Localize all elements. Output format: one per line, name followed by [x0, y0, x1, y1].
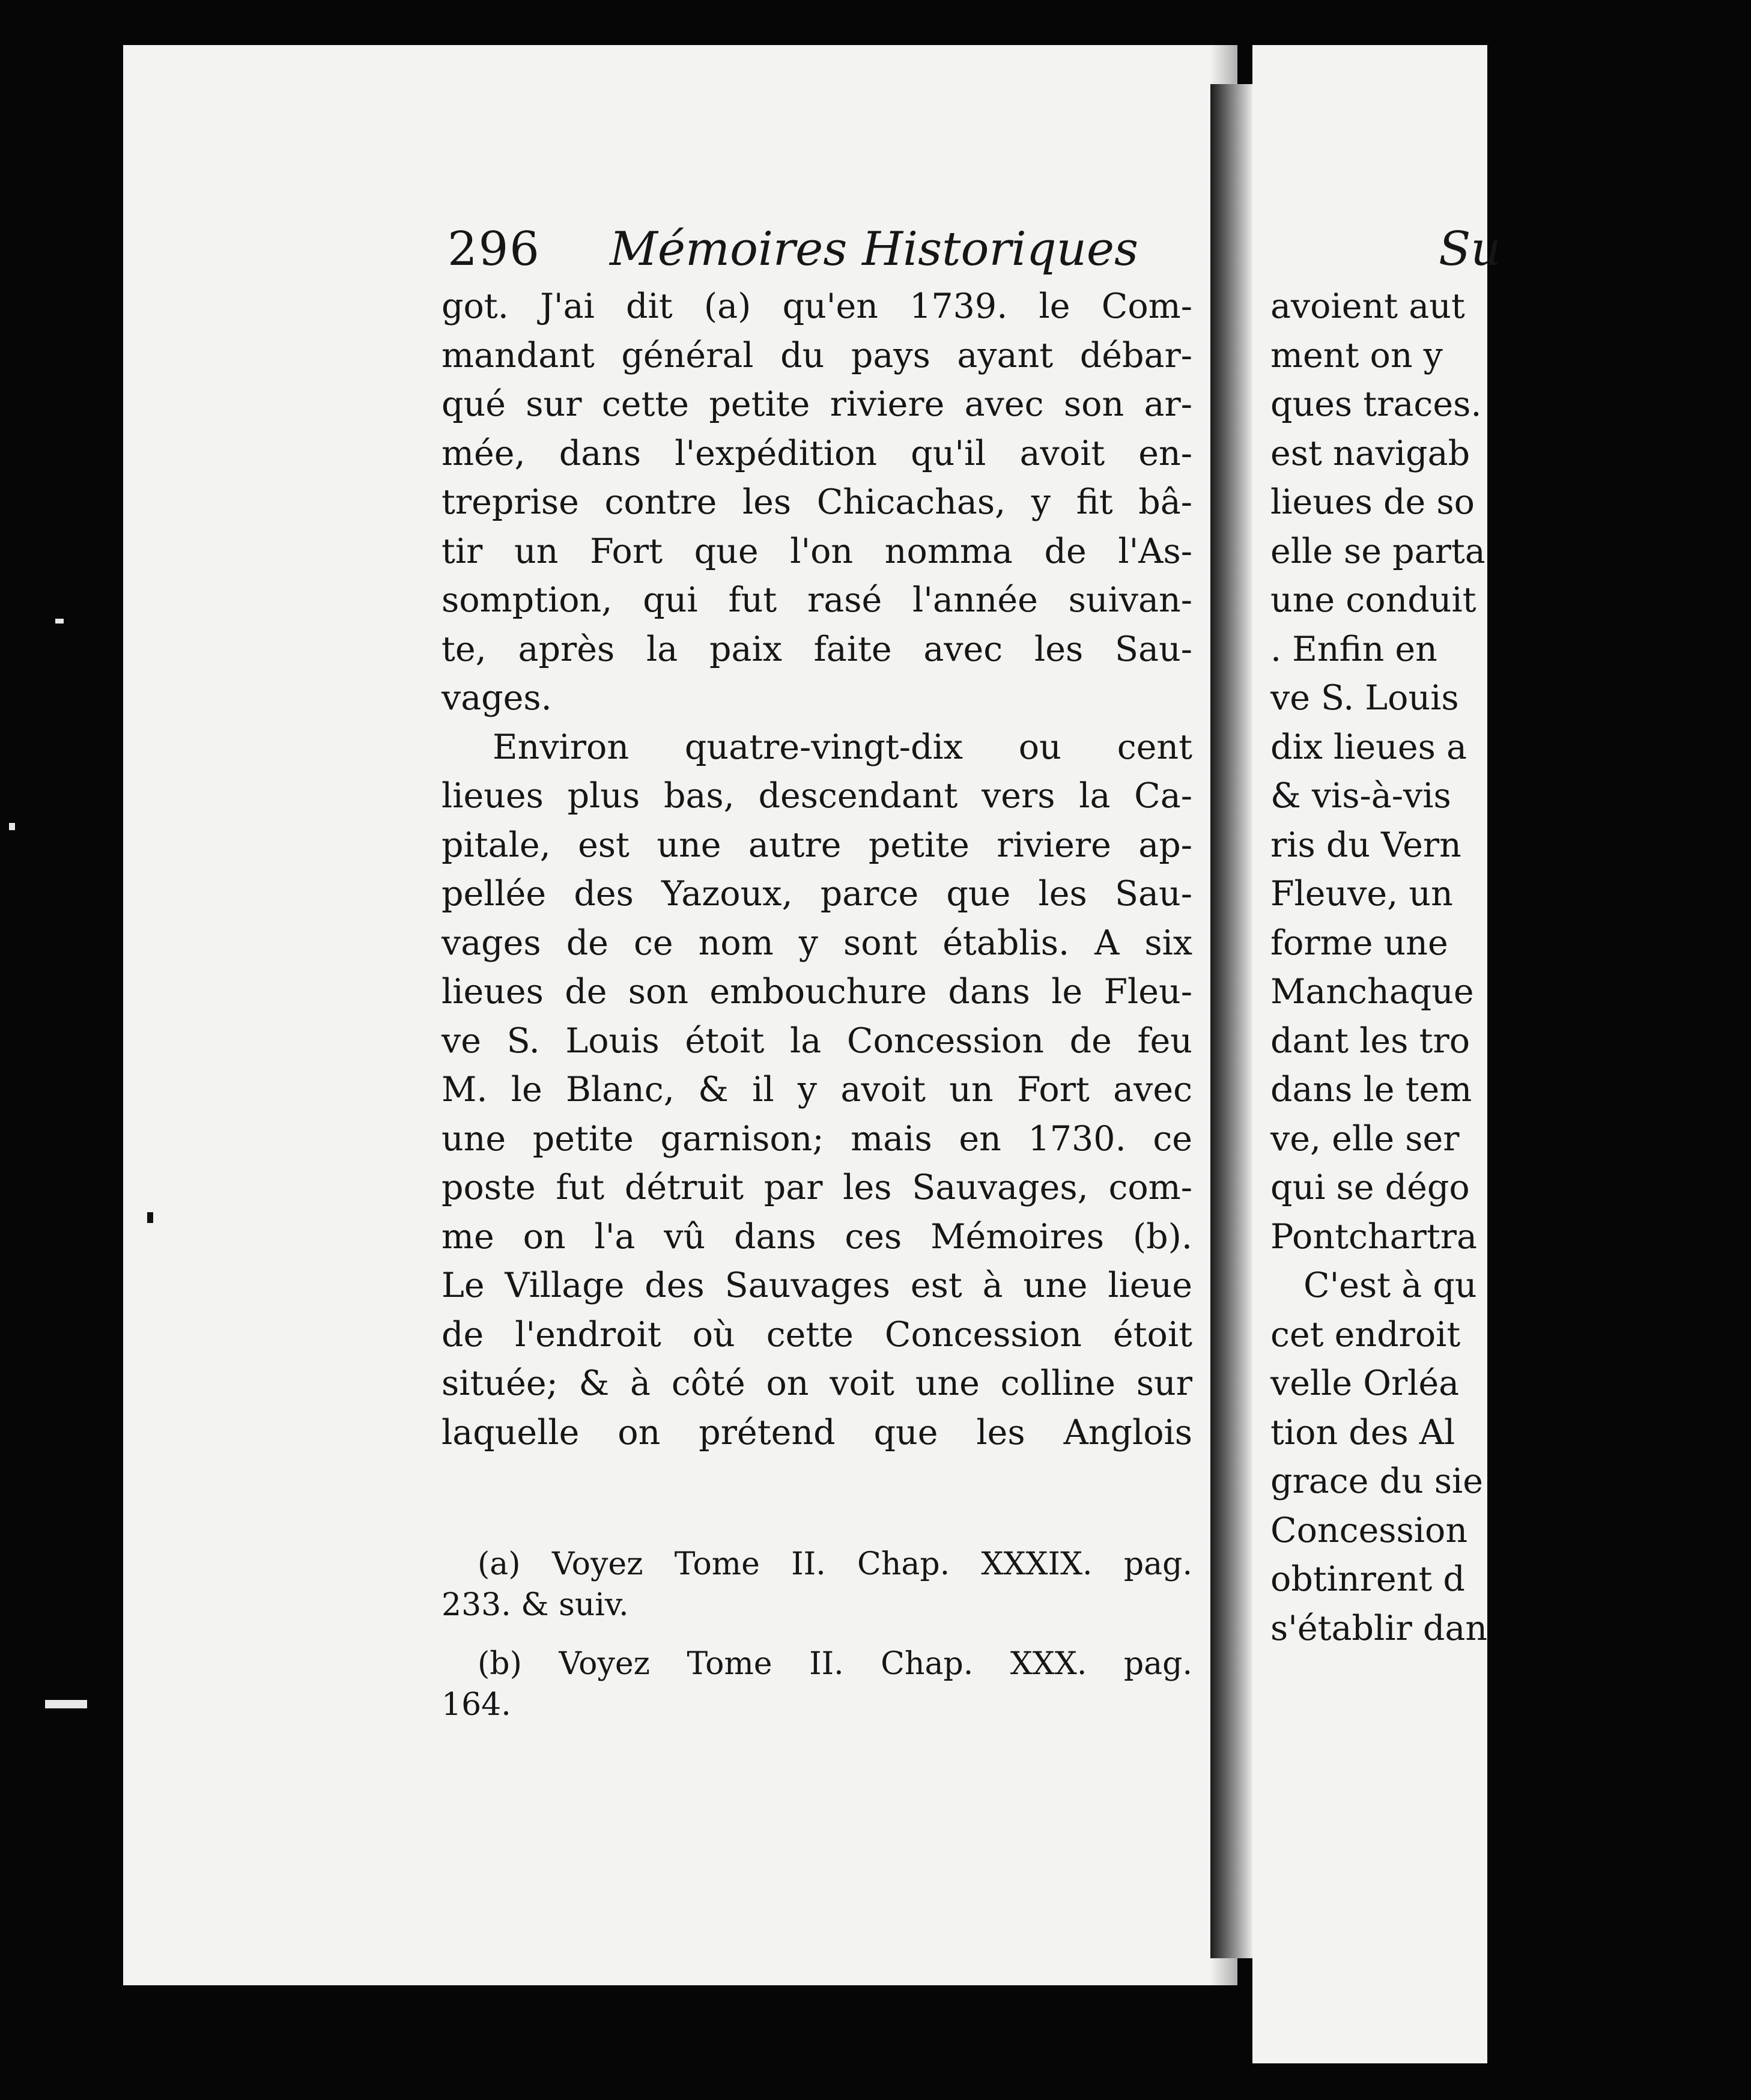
text-line: dix lieues a	[1270, 727, 1467, 767]
text-line: qué sur cette petite riviere avec son ar-	[442, 384, 1192, 424]
text-line: obtinrent d	[1270, 1559, 1465, 1599]
text-line: Environ quatre-vingt-dix ou cent	[493, 727, 1192, 767]
text-line: mandant général du pays ayant débar-	[442, 335, 1192, 375]
text-line: ve S. Louis	[1270, 678, 1459, 718]
footnote-b: (b) Voyez Tome II. Chap. XXX. pag.	[478, 1646, 1192, 1682]
right-page-text	[1270, 282, 1751, 1653]
text-line: me on l'a vû dans ces Mémoires (b).	[442, 1216, 1192, 1257]
running-title: Mémoires Historiques	[610, 222, 1139, 276]
text-line: cet endroit	[1270, 1314, 1461, 1355]
text-line: s'établir dan	[1270, 1608, 1488, 1648]
text-line: Manchaque	[1270, 972, 1474, 1012]
text-line: lieues de so	[1270, 482, 1475, 522]
text-line: poste fut détruit par les Sauvages, com-	[442, 1168, 1192, 1207]
text-line: got. J'ai dit (a) qu'en 1739. le Com-	[442, 287, 1192, 326]
text-line: lieues plus bas, descendant vers la Ca-	[442, 776, 1192, 816]
text-line: Pontchartra	[1270, 1216, 1477, 1257]
footnote-a-continued: 233. & suiv.	[442, 1587, 629, 1623]
text-line: ve S. Louis étoit la Concession de feu	[442, 1021, 1192, 1061]
text-line: M. le Blanc, & il y avoit un Fort avec	[442, 1070, 1192, 1109]
text-line: dant les tro	[1270, 1021, 1470, 1061]
text-line: Fleuve, un	[1270, 874, 1453, 914]
text-line: qui se dégo	[1270, 1168, 1470, 1207]
page-number: 296	[448, 222, 541, 276]
text-line: & vis-à-vis	[1270, 776, 1451, 816]
text-line: est navigab	[1270, 433, 1470, 473]
text-line: treprise contre les Chicachas, y fit bâ-	[442, 482, 1192, 522]
text-line: . Enfin en	[1270, 629, 1437, 669]
text-line: de l'endroit où cette Concession étoit	[442, 1314, 1192, 1355]
text-line: mée, dans l'expédition qu'il avoit en-	[442, 433, 1192, 473]
text-line: elle se parta	[1270, 531, 1485, 571]
text-line: ve, elle ser	[1270, 1118, 1460, 1159]
text-line: une petite garnison; mais en 1730. ce	[442, 1118, 1192, 1159]
text-line: vages.	[442, 678, 552, 718]
text-line: lieues de son embouchure dans le Fleu-	[442, 972, 1192, 1012]
text-line: une conduit	[1270, 580, 1476, 620]
text-line: avoient aut	[1270, 287, 1465, 326]
text-line: te, après la paix faite avec les Sau-	[442, 629, 1192, 669]
text-line: velle Orléa	[1270, 1364, 1460, 1403]
text-line: tion des Al	[1270, 1412, 1455, 1452]
text-line: ris du Vern	[1270, 825, 1461, 865]
text-line: forme une	[1270, 923, 1448, 963]
text-line: Le Village des Sauvages est à une lieue	[442, 1266, 1192, 1305]
text-line: grace du sie	[1270, 1461, 1484, 1501]
footnote-b-continued: 164.	[442, 1687, 511, 1723]
text-line: située; & à côté on voit une colline sur	[442, 1364, 1192, 1403]
text-line: laquelle on prétend que les Anglois	[442, 1412, 1192, 1452]
footnote-a: (a) Voyez Tome II. Chap. XXXIX. pag.	[478, 1546, 1192, 1582]
text-line: tir un Fort que l'on nomma de l'As-	[442, 531, 1192, 571]
text-line: C'est à qu	[1303, 1266, 1477, 1305]
text-line: ques traces.	[1270, 384, 1482, 424]
text-line: Concession	[1270, 1510, 1468, 1550]
right-running-title: Su	[1439, 222, 1501, 276]
text-line: vages de ce nom y sont établis. A six	[442, 923, 1192, 963]
text-line: ment on y	[1270, 335, 1443, 375]
text-line: pitale, est une autre petite riviere ap-	[442, 825, 1192, 865]
text-line: somption, qui fut rasé l'année suivan-	[442, 580, 1192, 620]
text-line: pellée des Yazoux, parce que les Sau-	[442, 874, 1192, 914]
text-line: dans le tem	[1270, 1070, 1472, 1109]
